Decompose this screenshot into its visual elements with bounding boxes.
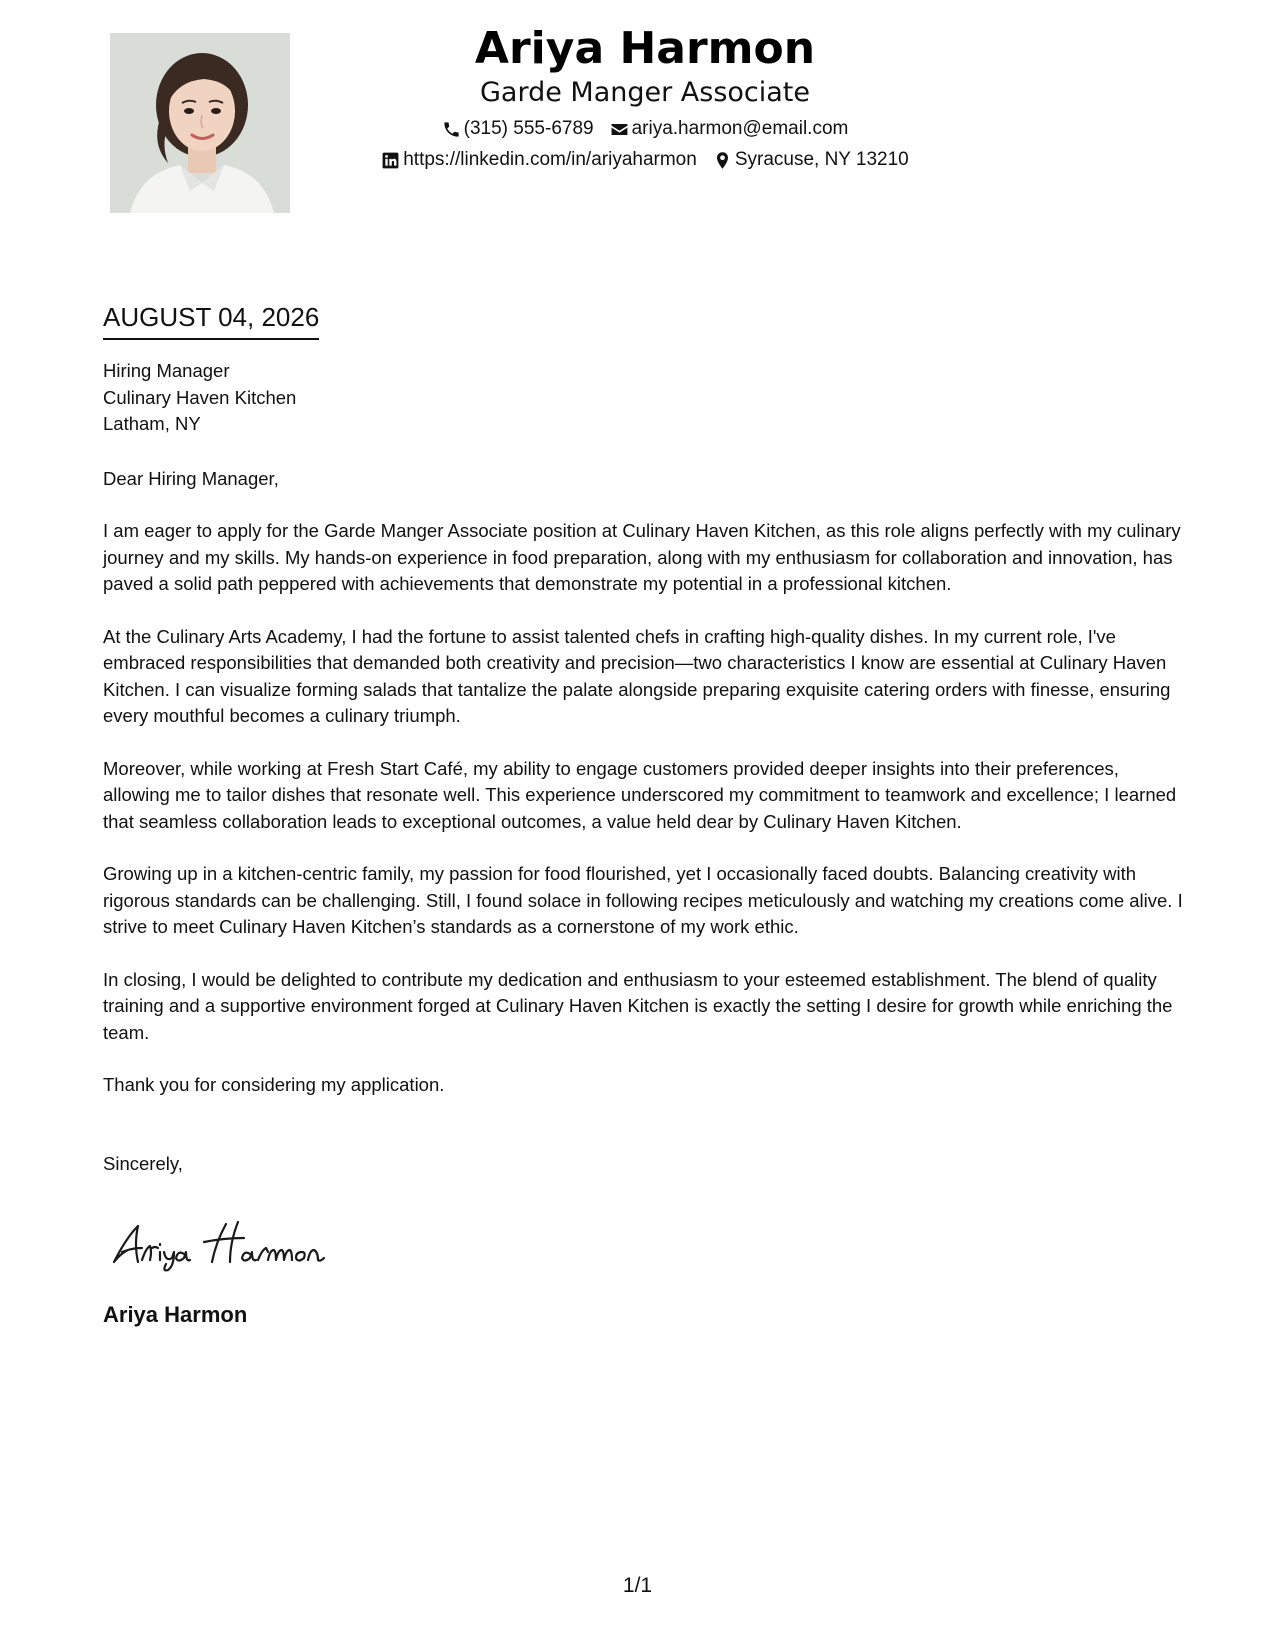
contact-row-secondary <box>290 148 1000 172</box>
salutation: Dear Hiring Manager, <box>103 467 279 489</box>
map-pin-icon <box>713 151 732 170</box>
linkedin-contact[interactable] <box>381 148 697 172</box>
envelope-icon <box>610 120 629 139</box>
contact-row-primary <box>290 117 1000 141</box>
phone-contact <box>442 117 594 141</box>
recipient-title: Hiring Manager <box>103 360 230 381</box>
email-text[interactable]: ariya.harmon@email.com <box>631 118 849 139</box>
body-paragraph: Growing up in a kitchen-centric family, my passion for food flourished, yet I occasionally faced doubts. Balancing creativity with rigorous standards can be challenging. Still, I found solace in following recipes meticulously and watching my creations come alive. I strive to meet Culinary Haven Kitchen’s standards as a cornerstone of my work ethic. <box>103 863 1183 937</box>
body-paragraph: In closing, I would be delighted to contribute my dedication and enthusiasm to your esteemed establishment. The blend of quality training and a supportive environment forged at Culinary Haven Kitchen is exactly the setting I desire for growth while enriching the team. <box>103 968 1173 1043</box>
linkedin-icon <box>381 151 400 170</box>
recipient-company: Culinary Haven Kitchen <box>103 386 297 408</box>
location-contact <box>713 148 909 172</box>
applicant-name: Ariya Harmon <box>474 23 816 74</box>
letter-date: AUGUST 04, 2026 <box>103 300 319 340</box>
phone-text: (315) 555-6789 <box>463 118 594 139</box>
date-block <box>103 300 319 340</box>
letter-header <box>290 22 1000 172</box>
body-paragraph: At the Culinary Arts Academy, I had the fortune to assist talented chefs in crafting high-quality dishes. In my current role, I've embraced responsibilities that demanded both creativity and precision—two characteristics I know are essential at Culinary Haven Kitchen. I can visualize forming salads that tantalize the palate alongside preparing exquisite catering orders with finesse, ensuring every mouthful becomes a culinary triumph. <box>103 625 1171 726</box>
profile-photo <box>110 33 290 213</box>
recipient-location: Latham, NY <box>103 413 201 434</box>
thank-you-line: Thank you for considering my application. <box>103 1074 445 1095</box>
page-number: 1/1 <box>622 1574 653 1597</box>
email-contact[interactable] <box>610 117 849 141</box>
linkedin-text[interactable]: https://linkedin.com/in/ariyaharmon <box>403 149 697 170</box>
body-paragraph: I am eager to apply for the Garde Manger Associate position at Culinary Haven Kitchen, as this role aligns perfectly with my culinary journey and my skills. My hands-on experience in food preparation, along with my enthusiasm for collaboration and innovation, has paved a solid path peppered with achievements that demonstrate my potential in a professional kitchen. <box>103 520 1181 594</box>
job-title: Garde Manger Associate <box>479 77 811 108</box>
recipient-block <box>103 358 1183 438</box>
signer-name: Ariya Harmon <box>103 1302 248 1327</box>
letter-body <box>103 358 1183 1177</box>
body-paragraph: Moreover, while working at Fresh Start Café, my ability to engage customers provided deeper insights into their preferences, allowing me to tailor dishes that resonate well. This experience underscored my commitment to teamwork and excellence; I learned that seamless collaboration leads to exceptional outcomes, a value held dear by Culinary Haven Kitchen. <box>103 757 1177 832</box>
closing: Sincerely, <box>103 1152 183 1174</box>
phone-icon <box>442 120 461 139</box>
handwritten-signature <box>108 1208 378 1272</box>
location-text: Syracuse, NY 13210 <box>734 149 909 170</box>
